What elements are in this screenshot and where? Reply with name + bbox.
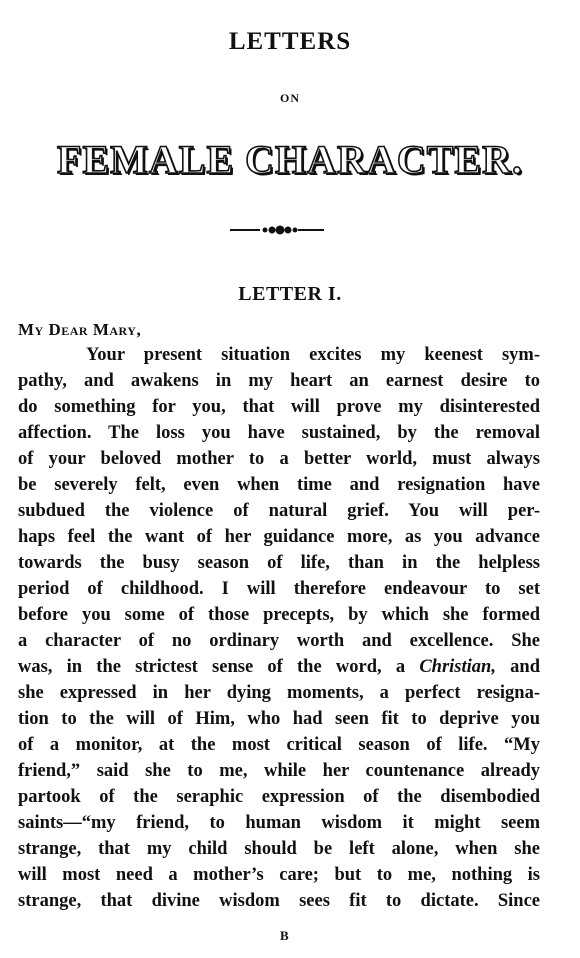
body-line-with-italic [18, 654, 540, 680]
body-line: she expressed in her dying moments, a perfect resigna- [18, 683, 540, 703]
body-line: partook of the seraphic expression of the disembodied [18, 787, 540, 807]
body-line: will most need a mother’s care; but to me, nothing is [18, 865, 540, 885]
body-line: do something for you, that will prove my disinterested [18, 397, 540, 417]
letter-heading: LETTER I. [238, 283, 342, 305]
body-line: be severely felt, even when time and resignation have [18, 475, 540, 495]
italic-word-christian: Christian, [419, 657, 496, 677]
line-segment: and [495, 657, 540, 677]
signature-mark: B [280, 928, 289, 943]
title-on: ON [280, 91, 300, 105]
body-line: subdued the violence of natural grief. You will per- [18, 501, 540, 521]
body-line: friend,” said she to me, while her countenance already [18, 761, 540, 781]
body-line: towards the busy season of life, than in the helpless [18, 553, 540, 573]
body-line: before you some of those precepts, by which she formed [18, 605, 540, 625]
body-line: period of childhood. I will therefore endeavour to set [18, 579, 540, 599]
body-line: strange, that my child should be left alone, when she [18, 839, 540, 859]
body-line: strange, that divine wisdom sees fit to dictate. Since [18, 891, 540, 911]
body-line: tion to the will of Him, who had seen fit to deprive you [18, 709, 540, 729]
title-letters: LETTERS [228, 28, 352, 55]
title-female-character: FEMALE CHARACTER. [57, 137, 523, 182]
ornament-divider [230, 222, 324, 238]
body-line: saints—“my friend, to human wisdom it might seem [18, 813, 540, 833]
line-segment: was, in the strictest sense of the word, a [18, 657, 420, 677]
body-line: affection. The loss you have sustained, by the removal [18, 423, 540, 443]
body-line: of your beloved mother to a better world, must always [18, 449, 540, 469]
salutation: My Dear Mary, [18, 320, 142, 339]
body-line: Your present situation excites my keenest sym- [86, 345, 540, 365]
body-line: a character of no ordinary worth and excellence. She [18, 631, 540, 651]
body-line: pathy, and awakens in my heart an earnest desire to [18, 371, 540, 391]
body-line: haps feel the want of her guidance more, as you advance [18, 527, 540, 547]
body-line: of a monitor, at the most critical season of life. “My [18, 735, 540, 755]
